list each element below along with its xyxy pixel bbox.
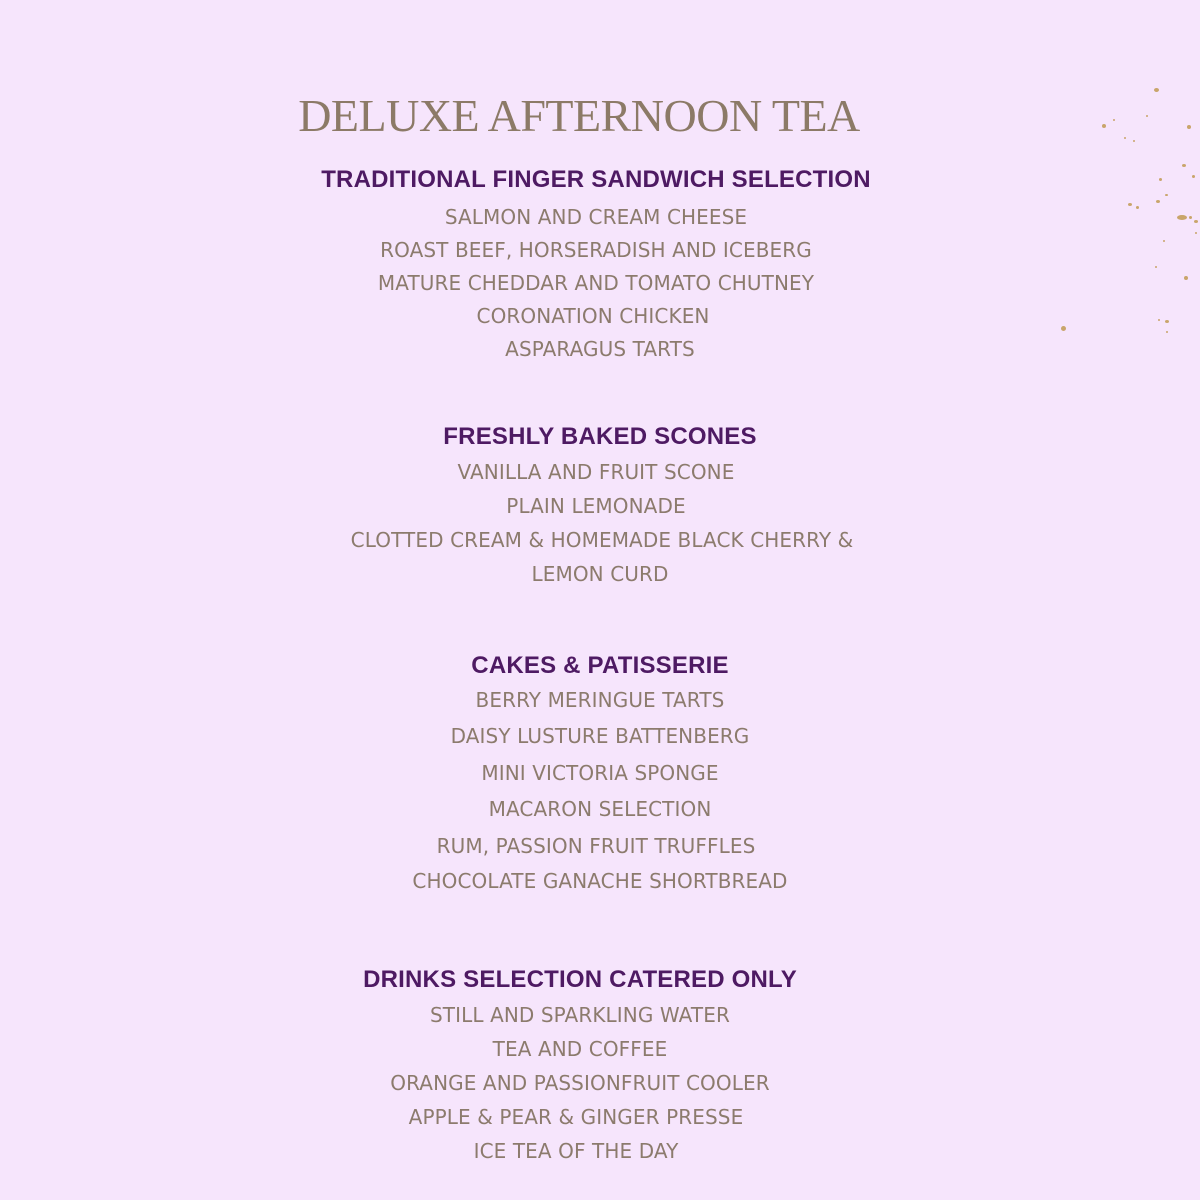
speckle-dot (1155, 266, 1157, 268)
menu-item: MATURE CHEDDAR AND TOMATO CHUTNEY (377, 271, 815, 295)
speckle-dot (1189, 216, 1192, 219)
menu-item: APPLE & PEAR & GINGER PRESSE (408, 1105, 744, 1129)
menu-title: DELUXE AFTERNOON TEA (298, 90, 860, 141)
speckle-dot (1184, 276, 1188, 280)
speckle-dot (1194, 220, 1198, 223)
menu-item: ROAST BEEF, HORSERADISH AND ICEBERG (380, 238, 812, 262)
menu-item: VANILLA AND FRUIT SCONE (457, 460, 735, 484)
menu-item: CHOCOLATE GANACHE SHORTBREAD (412, 869, 788, 893)
speckle-dot (1102, 124, 1106, 128)
menu-item: MINI VICTORIA SPONGE (481, 761, 719, 785)
speckle-dot (1166, 331, 1168, 333)
menu-item: TEA AND COFFEE (492, 1037, 668, 1061)
section-heading-scones: FRESHLY BAKED SCONES (443, 423, 757, 450)
menu-item: CORONATION CHICKEN (476, 304, 710, 328)
speckle-cluster (1177, 215, 1187, 220)
menu-item: BERRY MERINGUE TARTS (475, 688, 725, 712)
section-heading-drinks: DRINKS SELECTION CATERED ONLY (363, 966, 797, 993)
speckle-dot (1128, 203, 1132, 206)
speckle-dot (1192, 175, 1195, 178)
menu-item: STILL AND SPARKLING WATER (430, 1003, 730, 1027)
speckle-dot (1133, 140, 1135, 142)
speckle-dot (1154, 88, 1159, 92)
speckle-dot (1061, 326, 1066, 331)
menu-item: ASPARAGUS TARTS (505, 337, 695, 361)
speckle-dot (1165, 320, 1169, 323)
speckle-dot (1146, 115, 1148, 117)
speckle-dot (1136, 206, 1139, 209)
speckle-dot (1165, 194, 1168, 196)
speckle-dot (1182, 164, 1186, 167)
speckle-dot (1195, 232, 1197, 234)
menu-item: MACARON SELECTION (488, 797, 712, 821)
menu-item: RUM, PASSION FRUIT TRUFFLES (436, 834, 756, 858)
menu-item: SALMON AND CREAM CHEESE (444, 205, 748, 229)
speckle-dot (1187, 125, 1191, 129)
speckle-dot (1159, 178, 1162, 181)
menu-item: ORANGE AND PASSIONFRUIT COOLER (390, 1071, 770, 1095)
menu-item: DAISY LUSTURE BATTENBERG (450, 724, 750, 748)
section-heading-cakes: CAKES & PATISSERIE (471, 652, 729, 679)
speckle-dot (1163, 240, 1165, 242)
section-heading-sandwiches: TRADITIONAL FINGER SANDWICH SELECTION (321, 166, 871, 193)
menu-item: ICE TEA OF THE DAY (473, 1139, 679, 1163)
speckle-dot (1124, 137, 1126, 139)
speckle-dot (1158, 319, 1160, 321)
speckle-dot (1156, 200, 1160, 203)
speckle-dot (1113, 119, 1115, 121)
menu-item: LEMON CURD (531, 562, 669, 586)
menu-item: PLAIN LEMONADE (506, 494, 686, 518)
menu-item: CLOTTED CREAM & HOMEMADE BLACK CHERRY & (350, 528, 854, 552)
